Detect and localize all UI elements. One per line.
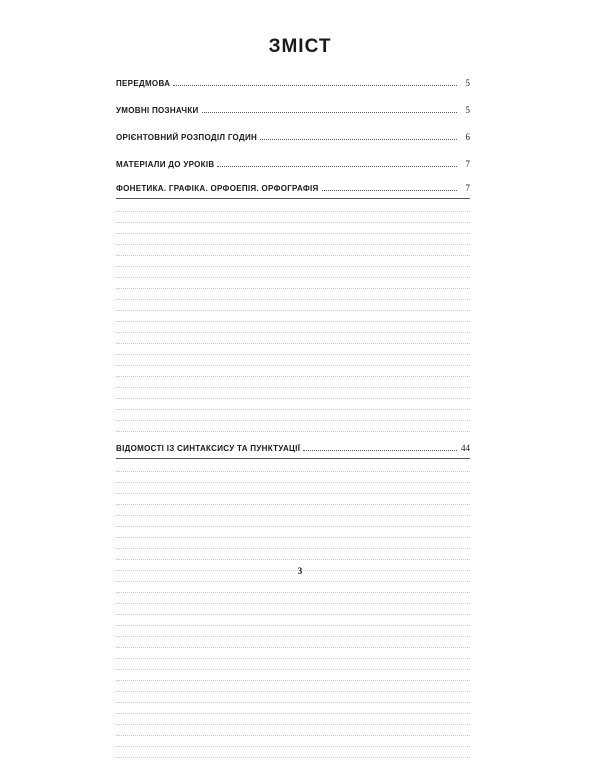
section-divider xyxy=(116,198,470,199)
dot-leader xyxy=(322,190,457,191)
toc-entry-title: ВІДОМОСТІ ІЗ СИНТАКСИСУ ТА ПУНКТУАЦІЇ xyxy=(116,444,301,453)
dot-leader xyxy=(260,139,457,140)
dot-leader xyxy=(217,166,457,167)
toc-entry-foreword[interactable] xyxy=(116,76,470,91)
dot-leader xyxy=(173,85,457,86)
toc-entry-lesson-materials[interactable] xyxy=(116,157,470,172)
toc-entry-title: МАТЕРІАЛИ ДО УРОКІВ xyxy=(116,160,215,169)
toc-subentries-unreadable xyxy=(116,465,470,758)
toc-entry-title: ФОНЕТИКА. ГРАФІКА. ОРФОЕПІЯ. ОРФОГРАФІЯ xyxy=(116,184,319,193)
toc-section-syntax[interactable] xyxy=(116,441,470,456)
toc-entry-page: 7 xyxy=(465,159,470,169)
page-title: ЗМІСТ xyxy=(268,36,332,57)
dot-leader xyxy=(202,112,457,113)
dot-leader xyxy=(303,450,457,451)
toc-entry-legend[interactable] xyxy=(116,103,470,118)
toc-entry-hours-plan[interactable] xyxy=(116,130,470,145)
section-divider xyxy=(116,458,470,459)
toc-entry-page: 6 xyxy=(465,132,470,142)
toc-entry-page: 5 xyxy=(465,78,470,88)
toc-entry-page: 7 xyxy=(465,183,470,193)
toc-entry-page: 44 xyxy=(461,443,470,453)
toc-entry-title: ОРІЄНТОВНИЙ РОЗПОДІЛ ГОДИН xyxy=(116,133,258,142)
toc-entry-title: УМОВНІ ПОЗНАЧКИ xyxy=(116,106,199,115)
toc-entry-title: ПЕРЕДМОВА xyxy=(116,79,171,88)
page-number: 3 xyxy=(297,566,303,576)
toc-subentries-unreadable xyxy=(116,205,470,432)
table-of-contents xyxy=(116,64,470,762)
toc-entry-page: 5 xyxy=(465,105,470,115)
toc-section-phonetics[interactable] xyxy=(116,181,470,196)
